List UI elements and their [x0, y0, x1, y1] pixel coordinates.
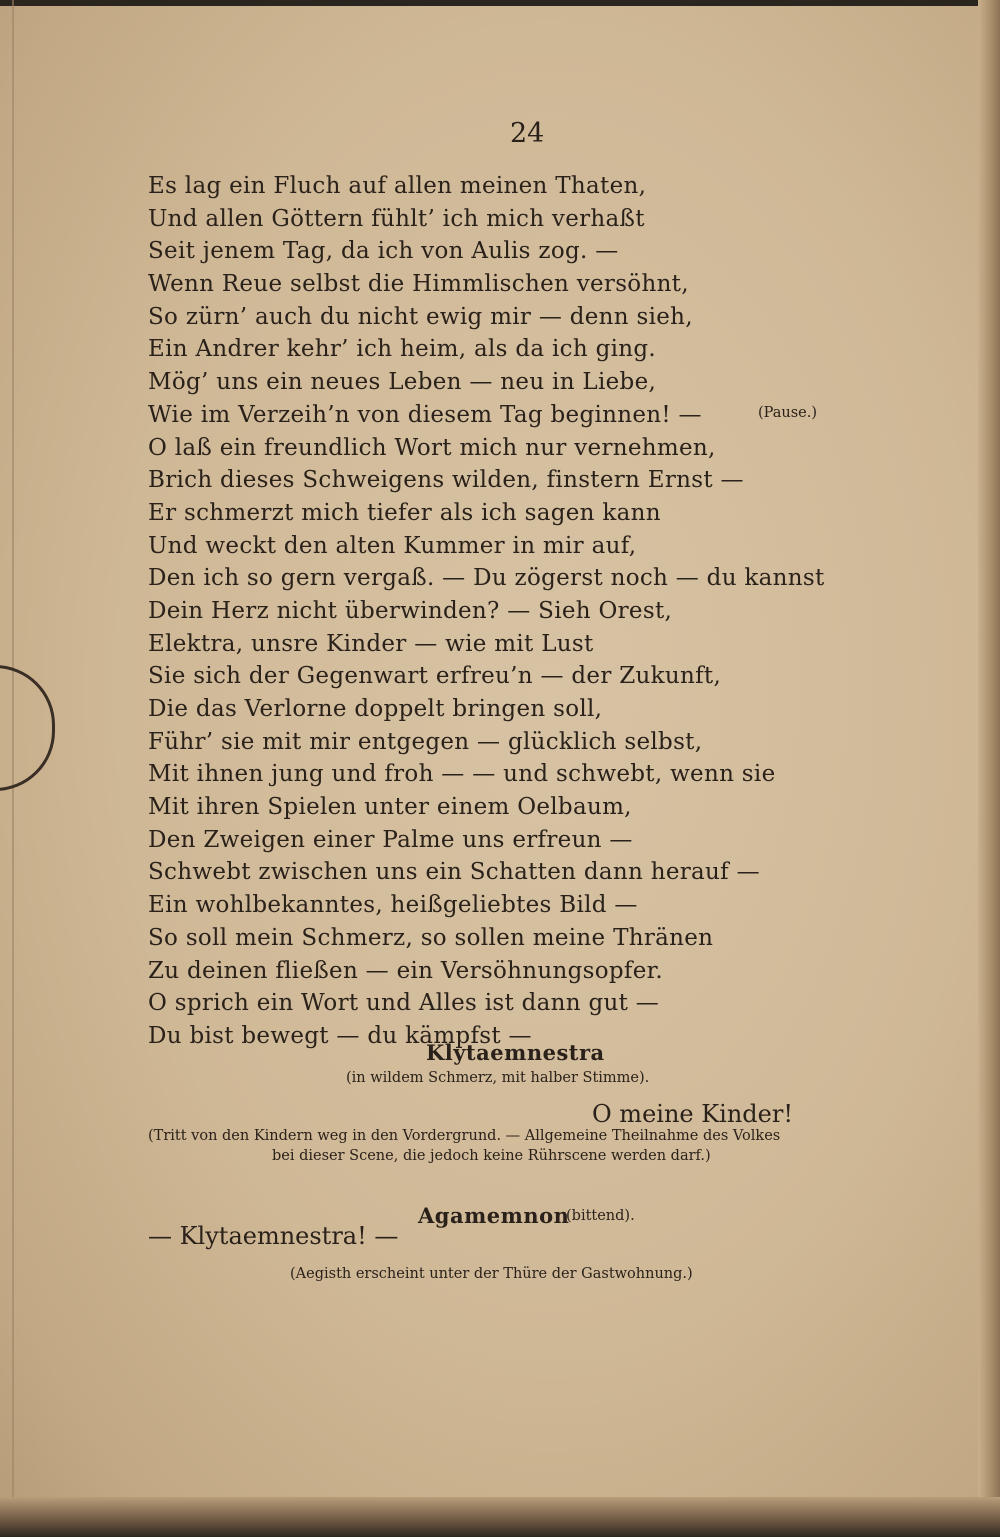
verse-line: Er schmerzt mich tiefer als ich sagen kann [148, 499, 661, 526]
page-number: 24 [510, 118, 545, 149]
page-bottom-edge [0, 1497, 1000, 1537]
verse-line: Schwebt zwischen uns ein Schatten dann herauf — [148, 859, 760, 886]
verse-line: O sprich ein Wort und Alles ist dann gut — [148, 990, 660, 1017]
stage-direction-2: (Aegisth erscheint unter der Thüre der Gastwohnung.) [290, 1266, 693, 1282]
verse-line: Dein Herz nicht überwinden? — Sieh Orest, [148, 597, 673, 624]
speaker2-line: — Klytaemnestra! — [148, 1222, 399, 1250]
verse-line: So soll mein Schmerz, so sollen meine Thränen [148, 924, 714, 951]
speaker2-direction: (bittend). [566, 1208, 635, 1224]
speaker1-line: O meine Kinder! [592, 1100, 793, 1128]
stage-direction-1b: bei dieser Scene, die jedoch keine Rührscene werden darf.) [272, 1148, 711, 1164]
verse-line: Mit ihnen jung und froh — — und schwebt, wenn sie [148, 761, 776, 788]
verse-line: O laß ein freundlich Wort mich nur vernehmen, [148, 434, 716, 461]
verse-line: Mit ihren Spielen unter einem Oelbaum, [148, 794, 632, 821]
verse-line: Wie im Verzeih’n von diesem Tag beginnen! — [148, 401, 702, 428]
verse-line: Wenn Reue selbst die Himmlischen versöhnt, [148, 271, 689, 298]
verse-line: Seit jenem Tag, da ich von Aulis zog. — [148, 238, 619, 265]
verse-line: Brich dieses Schweigens wilden, finstern Ernst — [148, 467, 744, 494]
verse-line: So zürn’ auch du nicht ewig mir — denn sieh, [148, 303, 693, 330]
stage-direction-1a: (Tritt von den Kindern weg in den Vordergrund. — Allgemeine Theilnahme des Volkes [148, 1128, 781, 1144]
verse-line: Und allen Göttern fühlt’ ich mich verhaßt [148, 205, 645, 232]
page-right-edge [978, 0, 1000, 1537]
speaker-klytaemnestra: Klytaemnestra [426, 1040, 605, 1065]
verse-block [148, 170, 908, 1053]
verse-line: Mög’ uns ein neues Leben — neu in Liebe, [148, 369, 657, 396]
page-top-edge [0, 0, 1000, 6]
binding-clip [0, 665, 55, 791]
verse-line: Elektra, unsre Kinder — wie mit Lust [148, 630, 594, 657]
verse-line: Du bist bewegt — du kämpfst — [148, 1022, 532, 1049]
verse-line: Zu deinen fließen — ein Versöhnungsopfer. [148, 957, 663, 984]
verse-line: Führ’ sie mit mir entgegen — glücklich selbst, [148, 728, 703, 755]
verse-line: Ein Andrer kehr’ ich heim, als da ich ging. [148, 336, 656, 363]
speaker-agamemnon: Agamemnon [418, 1203, 570, 1228]
verse-line: Die das Verlorne doppelt bringen soll, [148, 696, 603, 722]
verse-line: Den ich so gern vergaß. — Du zögerst noch — du kannst [148, 565, 825, 592]
verse-line: Es lag ein Fluch auf allen meinen Thaten, [148, 173, 647, 199]
verse-line: Sie sich der Gegenwart erfreu’n — der Zukunft, [148, 663, 722, 690]
verse-line: Und weckt den alten Kummer in mir auf, [148, 532, 637, 559]
pause-note: (Pause.) [758, 405, 818, 421]
verse-line: Ein wohlbekanntes, heißgeliebtes Bild — [148, 892, 638, 919]
verse-line: Den Zweigen einer Palme uns erfreun — [148, 826, 633, 853]
speaker1-direction: (in wildem Schmerz, mit halber Stimme). [346, 1070, 650, 1086]
